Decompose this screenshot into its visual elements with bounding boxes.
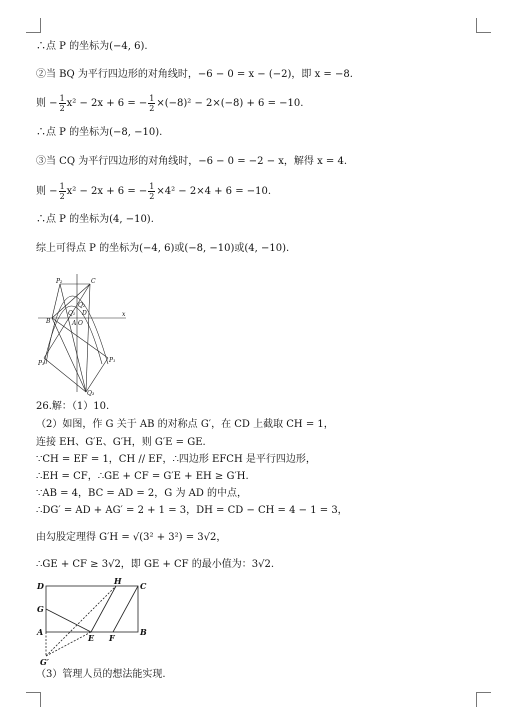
label-G: G bbox=[37, 604, 44, 614]
crop-mark-bottom-right bbox=[476, 692, 491, 707]
parabola-figure bbox=[38, 268, 130, 396]
label-O: O bbox=[78, 320, 83, 327]
label-x-axis: x bbox=[122, 311, 126, 318]
fraction bbox=[59, 94, 66, 113]
text-line: （3）管理人员的想法能实现. bbox=[36, 669, 166, 680]
label-D: D bbox=[37, 581, 44, 591]
text-line: ∴点 P 的坐标为(4, −10). bbox=[36, 214, 154, 225]
text-line: 连接 EH、G′E、G′H，则 G′E = GE. bbox=[36, 437, 206, 448]
fraction-denominator: 2 bbox=[59, 104, 65, 113]
label-D: D bbox=[82, 310, 87, 317]
fraction-denominator: 2 bbox=[59, 192, 65, 201]
crop-mark-top-left bbox=[26, 18, 41, 33]
text-line: （2）如图，作 G 关于 AB 的对称点 G′，在 CD 上截取 CH = 1， bbox=[36, 419, 334, 430]
fraction-numerator: 1 bbox=[149, 182, 155, 191]
fraction-numerator: 1 bbox=[59, 182, 65, 191]
text-line: 由勾股定理得 G′H = √(3² + 3²) = 3√2， bbox=[36, 532, 227, 543]
fraction-denominator: 2 bbox=[149, 104, 155, 113]
label-E: E bbox=[88, 633, 95, 643]
equation-part: x² − 2x + 6 = − bbox=[66, 98, 148, 109]
crop-mark-bottom-left bbox=[26, 692, 41, 707]
label-Q1: Q₁ bbox=[68, 310, 76, 317]
fraction bbox=[59, 182, 66, 201]
text-line: ②当 BQ 为平行四边形的对角线时，−6 − 0 = x − (−2)，即 x = −8. bbox=[36, 69, 353, 80]
label-P2: P₂ bbox=[56, 278, 63, 285]
equation-part: 则 − bbox=[36, 98, 58, 109]
text-line: ∴EH = CF，∴GE + CF = G′E + EH ≥ G′H. bbox=[36, 471, 249, 482]
equation-part: ×4² − 2×4 + 6 = −10. bbox=[156, 186, 272, 197]
text-line: ∵AB = 4，BC = AD = 2，G 为 AD 的中点， bbox=[36, 488, 248, 499]
equation-part: x² − 2x + 6 = − bbox=[66, 186, 148, 197]
label-P3: P₃ bbox=[38, 360, 45, 367]
label-F: F bbox=[109, 633, 115, 643]
text-line: ∴点 P 的坐标为(−8, −10). bbox=[36, 127, 163, 138]
rectangle-figure bbox=[34, 576, 154, 666]
fraction bbox=[148, 94, 155, 113]
text-line: 综上可得点 P 的坐标为(−4, 6)或(−8, −10)或(4, −10). bbox=[36, 243, 290, 254]
label-P1: P₁ bbox=[109, 357, 116, 364]
text-line: ∴点 P 的坐标为(−4, 6). bbox=[36, 41, 148, 52]
label-Q2: Q₂ bbox=[78, 302, 86, 309]
label-A: A bbox=[72, 320, 77, 327]
crop-mark-top-right bbox=[476, 18, 491, 33]
label-G-prime: G′ bbox=[40, 657, 49, 666]
fraction-denominator: 2 bbox=[149, 192, 155, 201]
fraction bbox=[148, 182, 155, 201]
label-Q3: Q₃ bbox=[87, 390, 95, 396]
equation-line bbox=[36, 94, 303, 113]
equation-part: ×(−8)² − 2×(−8) + 6 = −10. bbox=[156, 98, 304, 109]
fraction-numerator: 1 bbox=[59, 94, 65, 103]
label-C: C bbox=[140, 581, 147, 591]
label-C: C bbox=[91, 278, 96, 285]
text-line: 26.解：（1）10. bbox=[36, 401, 110, 412]
text-line: ∴GE + CF ≥ 3√2，即 GE + CF 的最小值为：3√2. bbox=[36, 559, 275, 570]
text-line: ∴DG′ = AD + AG′ = 2 + 1 = 3，DH = CD − CH = 4 − 1 = 3， bbox=[36, 505, 348, 516]
fraction-numerator: 1 bbox=[149, 94, 155, 103]
label-A: A bbox=[37, 627, 44, 637]
label-B: B bbox=[46, 318, 51, 325]
text-line: ∵CH = EF = 1，CH // EF，∴四边形 EFCH 是平行四边形， bbox=[36, 454, 316, 465]
label-H: H bbox=[114, 576, 122, 586]
equation-part: 则 − bbox=[36, 186, 58, 197]
text-line: ③当 CQ 为平行四边形的对角线时，−6 − 0 = −2 − x，解得 x = 4. bbox=[36, 156, 347, 167]
label-B: B bbox=[140, 627, 147, 637]
equation-line bbox=[36, 182, 271, 201]
